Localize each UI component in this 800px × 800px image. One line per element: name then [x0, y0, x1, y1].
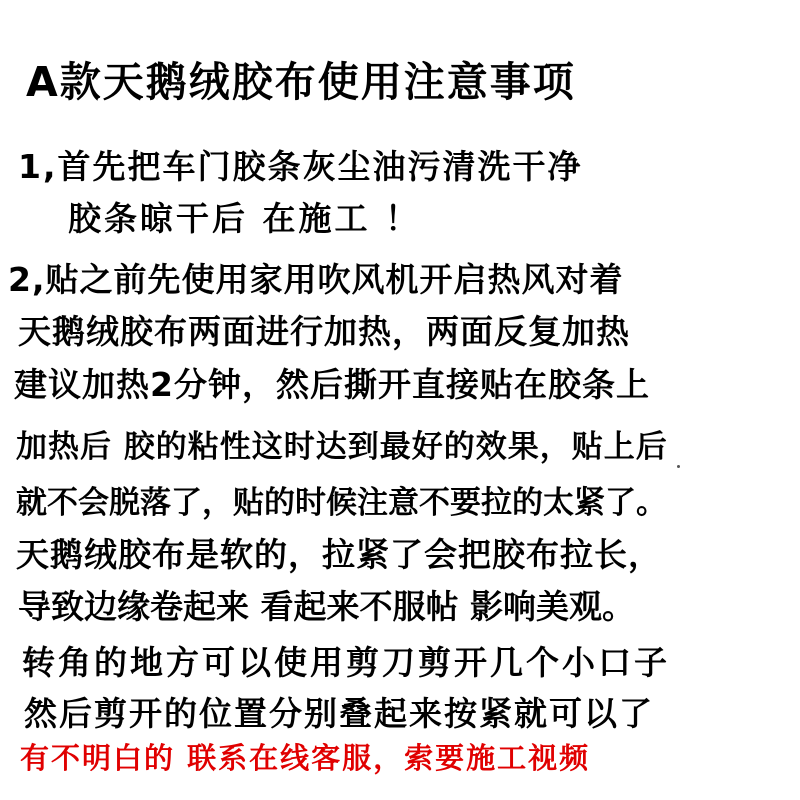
step-2-line-6: 天鹅绒胶布是软的，拉紧了会把胶布拉长，: [16, 535, 662, 574]
page-title: A款天鹅绒胶布使用注意事项: [26, 58, 576, 106]
corner-tip-line-2: 然后剪开的位置分别叠起来按紧就可以了: [24, 694, 654, 733]
step-2-line-2: 天鹅绒胶布两面进行加热，两面反复加热: [18, 312, 630, 351]
step-2-line-3: 建议加热2分钟，然后撕开直接贴在胶条上: [14, 365, 650, 404]
decorative-dot: [677, 465, 680, 468]
step-2-line-5: 就不会脱落了，贴的时候注意不要拉的太紧了。: [16, 485, 667, 521]
contact-notice: 有不明白的 联系在线客服，索要施工视频: [20, 741, 591, 775]
step-2-line-4: 加热后 胶的粘性这时达到最好的效果，贴上后: [16, 429, 668, 465]
corner-tip-line-1: 转角的地方可以使用剪刀剪开几个小口子: [22, 643, 670, 682]
step-1-line-1: 1,首先把车门胶条灰尘油污清洗干净: [18, 147, 583, 186]
step-2-line-1: 2,贴之前先使用家用吹风机开启热风对着: [8, 260, 624, 299]
step-1-line-2: 胶条晾干后 在施工 ！: [68, 199, 421, 238]
step-2-line-7: 导致边缘卷起来 看起来不服帖 影响美观。: [18, 587, 635, 626]
